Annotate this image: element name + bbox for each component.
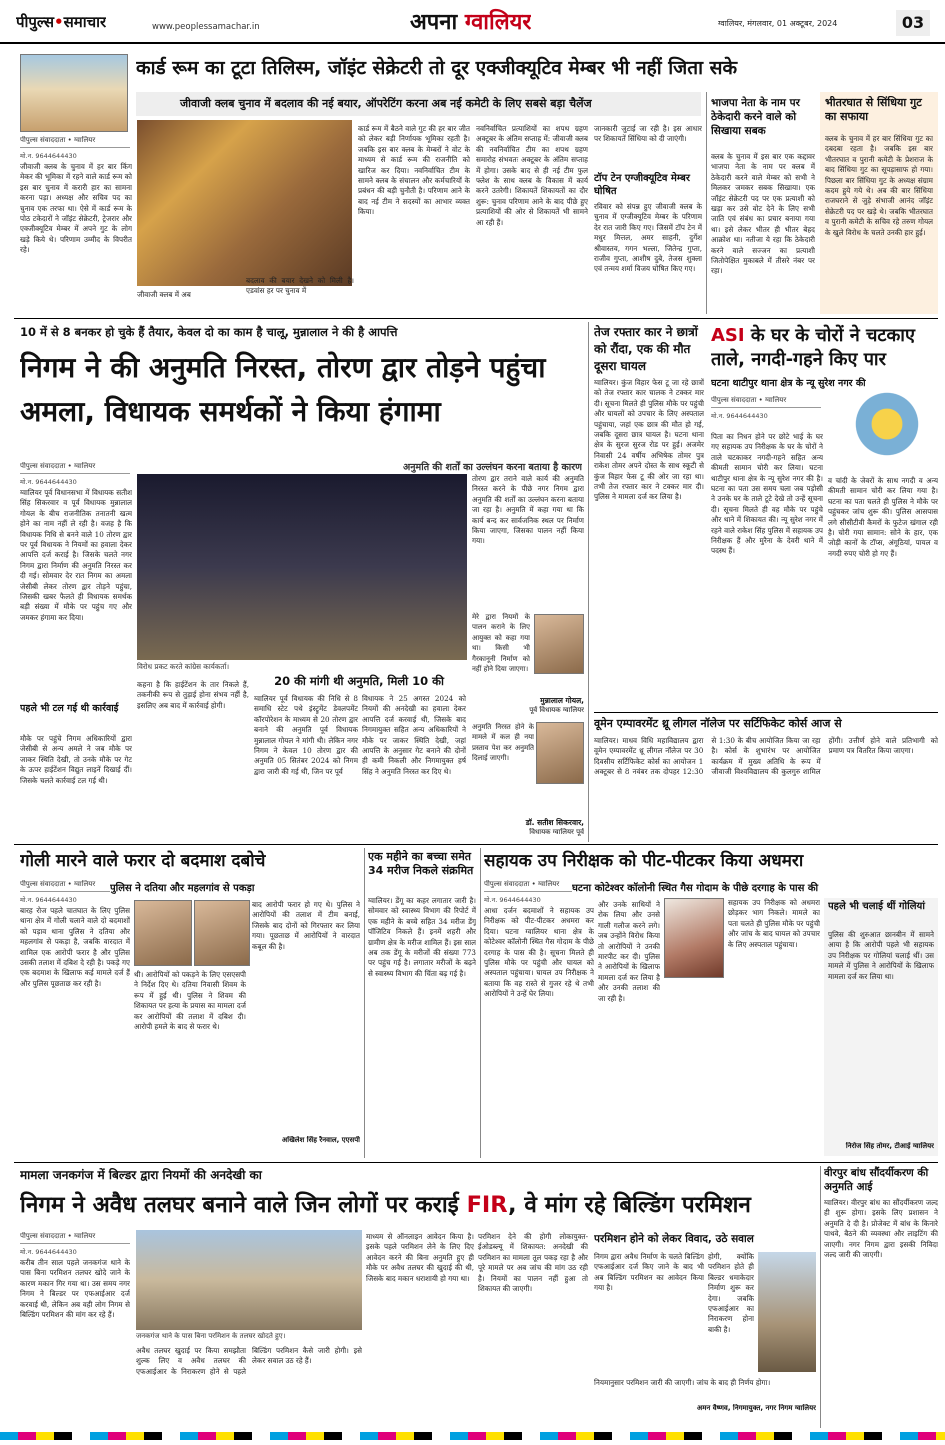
gate-mid-col2: विधायक ने 25 अगस्त 2024 को नियमों की अनदेखी का हवाला देकर आपत्ति दर्ज करवाई थी, जिसके बाद निगमायुक्त सहित अन्य अधिकारियों ने मौके पर जाकर स्थिति देखी, जहां आपत्ति के अनुसार गेट बनाने की दोनों ही कमी निकली और निगमायुक्त हर्ष सिंह ने अनुमति निरस्त कर दिए थे।: [362, 694, 466, 776]
si-sub: घटना कोटेश्वर कॉलोनी स्थित गैस गोदाम के पीछे दरगाह के पास की: [572, 883, 819, 894]
gate-byline: पीपुल्स संवाददाता • ग्वालियर: [20, 462, 130, 474]
asi-head-b: के घर के चोरों ने चटकाए ताले, नगदी-गहने किए पार: [711, 325, 915, 370]
brand-left: पीपुल्स: [16, 13, 55, 31]
gate-mo: मो.न. 9644644430: [20, 478, 77, 486]
fir-head-fir: FIR: [466, 1192, 509, 1218]
gate-photo-caption: विरोध प्रकट करते कांग्रेस कार्यकर्ता।: [137, 662, 230, 671]
fir-byline-block: [20, 1232, 130, 1259]
asi-col1: पिता का निधन होने पर छोटे भाई के घर गए सहायक उप निरीक्षक के घर के चोरों ने ताले चटकाकर नगदी-गहने सहित अन्य कीमती सामान चोरी कर लिया। घटना थाटीपुर थाना क्षेत्र के न्यू सुरेश नगर की है। घटना का पता उस समय चला जब पड़ोसी ने उनके घर के ताले टूटे देखे तो उन्हें सूचना दी। सूचना मिलते ही वह मौके पर पहुंचे और थाने में शिकायत की। न्यू सुरेश नगर में रहने वाले राकेश सिंह पुलिस में सहायक उप निरीक्षक हैं और मुरैना के देवरी थाने में पदस्थ हैं।: [711, 432, 823, 556]
veer-head: वीरपुर बांध सौंदर्यीकरण की अनुमति आई: [824, 1167, 929, 1193]
gate-sub1-text: मौके पर पहुंचे निगम अधिकारियों द्वारा जेसीबी से अन्य अमले ने जब मौके पर जाकर स्थिति देखी, तो उनके मौके पर गेट के ऊपर हाईटेंशन विद्युत लाइनें दिखाई दीं। जिसके चलते कार्रवाई टल गई थी।: [20, 734, 132, 785]
asi-mo: मो.न. 9644644430: [711, 412, 768, 420]
fir-mo: मो.न. 9644644430: [20, 1248, 77, 1256]
club-winners-photo: [137, 120, 352, 286]
injured-officer-photo: [664, 898, 724, 978]
accused-photo-1: [134, 900, 192, 966]
si-byline: पीपुल्स संवाददाता • ग्वालियर: [484, 880, 572, 892]
club-byline-block: [20, 136, 130, 163]
goli-col2: थी। आरोपियों को पकड़ने के लिए एसएसपी ने निर्देश दिए थे। दतिया निवासी शिवम के रूप में हुई थी। पुलिस ने शिवम की शिकायत पर हत्या के प्रयास का मामला दर्ज कर आरोपियों की तलाश में दबिश दी। आरोपी हमले के बाद से फरार थे।: [134, 970, 246, 1032]
fir-head-b: , वे मांग रहे बिल्डिंग परमिशन: [508, 1192, 751, 1218]
gate-quote1: मेरे द्वारा नियमों के पालन कराने के लिए आयुक्त को कहा गया था। किसी भी गैरकानूनी निर्माण को नहीं होने दिया जाएगा।: [472, 613, 530, 674]
gate-kicker: 10 में से 8 बनकर हो चुके हैं तैयार, केवल दो का काम है चालू, मुन्नालाल ने की है आपत्ति: [20, 325, 398, 339]
asi-byline-block: [711, 396, 821, 423]
fir-perm-name: अमन वैष्णव, निगमायुक्त, नगर निगम ग्वालियर: [696, 1404, 816, 1412]
club-col4: जानकारी जुटाई जा रही है। इस आधार पर शिकायतें सिंधिया को दी जाएंगी।: [594, 124, 702, 144]
section-title-b: ग्वालियर: [464, 10, 532, 35]
club-photo-caption-a: जीवाजी क्लब में अब: [137, 290, 191, 299]
si-col1: आधा दर्जन बदमाशों ने सहायक उप निरीक्षक को पीट-पीटकर अधमरा कर दिया। घटना ग्वालियर थाना क्षेत्र के कोटेश्वर कॉलोनी स्थित गैस गोदाम के पीछे दरगाह के पास की है। सूचना मिलते ही पुलिस मौके पर पहुंची और घायल को अस्पताल पहुंचाया। घायल उप निरीक्षक ने बताया कि वह रास्ते से गुजर रहे थे तभी आरोपियों ने उन्हें घेर लिया।: [484, 906, 594, 999]
si-mo: मो.न. 9644644430: [484, 896, 541, 904]
gate-quote1-role: पूर्व विधायक ग्वालियर: [529, 706, 584, 714]
goyal-portrait: [534, 614, 584, 674]
women-head: वूमेन एम्पावरमेंट थ्रू लीगल नॉलेज पर सर्टिफिकेट कोर्स आज से: [594, 717, 842, 730]
club-exec-text: रविवार को संपन्न हुए जीवाजी क्लब के चुनाव में एग्जीक्यूटिव मेम्बर के परिणाम देर रात जारी किए गए। जिसमें टॉप टेन में मधुर मित्तल, अमर साहनी, दुर्गेश श्रीवास्तव, गगन भल्ला, जितेन्द्र गुप्ता, राजीव गुप्ता, आशीष दुबे, तेजस शुक्ला एवं तन्मय शर्मा विजय घोषित किए गए।: [594, 202, 702, 274]
veer-text: ग्वालियर। वीरपुर बांध का सौंदर्यीकरण जल्द ही शुरू होगा। इसके लिए प्रशासन ने अनुमति दे दी है। प्रोजेक्ट में बांध के किनारे पाथवे, बैठने की व्यवस्था और लाइटिंग की जाएगी। नगर निगम द्वारा इसकी निविदा जल्द जारी की जाएगी।: [824, 1198, 938, 1260]
child-head: एक महीने का बच्चा समेत 34 मरीज निकले संक्रमित: [368, 850, 474, 877]
fir-headline: [20, 1184, 815, 1226]
gate-tag: अनुमति की शर्तों का उल्लंघन करना बताया है कारण: [403, 462, 582, 473]
section-title-a: अपना: [410, 10, 458, 35]
fir-col4: परमिशन देने की होगी लोकायुक्त-ईओडब्ल्यू में शिकायत: अनदेखी की परमिशन का मामला तूल पकड़ रहा है और पूरे मामले पर अब जांच की मांग उठ रही है। नियमों का पालन नहीं हुआ तो शिकायत की जाएगी।: [478, 1232, 588, 1294]
bjp-text: क्लब के चुनाव में इस बार एक कद्दावर भाजपा नेता के नाम पर क्लब में ठेकेदारी करने वाले मेम्बर को सभी ने मिलकर जमकर सबक सिखाया। एक जॉइंट सेक्रेटरी पद पर एक प्रत्याशी को खड़ा कर उसे वोट देने के लिए सभी जाति एवं संबंध का प्रचार बनाया गया था। इसे लेकर भीतर ही भीतर बेहद आक्रोश था। नतीजा ये रहा कि ठेकेदारी करने वाले सज्जन का प्रत्याशी जितोपेक्षित मुकाबले में तीसरे नंबर पर रहा।: [711, 152, 815, 276]
accident-text: ग्वालियर। कुंज विहार फेस टू जा रहे छात्रों को तेज रफ्तार कार चालक ने टक्कर मार दी। सूचना मिलते ही पुलिस मौके पर पहुंची और घायलों को उपचार के लिए अस्पताल पहुंचाया, जहां एक छात्र की मौत हो गई, जबकि दूसरा छात्र घायल है। घटना थाना क्षेत्र के सुरज सुरज रोड पर हुई। अजमेर निवासी 24 वर्षीय अभिषेक तोमर पुत्र राकेश तोमर अपने दोस्त के साथ स्कूटी से कुंज विहार फेस टू की ओर जा रहा था। तभी तेज रफ्तार कार ने टक्कर मार दी। पुलिस ने मामला दर्ज कर लिया है।: [594, 378, 704, 502]
si-goli-head: पहले भी चलाई थीं गोलियां: [828, 901, 925, 912]
fir-head-a: निगम ने अवैध तलघर बनाने वाले जिन लोगों पर कराई: [20, 1192, 459, 1218]
club-subhead: जीवाजी क्लब चुनाव में बदलाव की नई बयार, ऑपरेटिंग करना अब नई कमेटी के लिए सबसे बड़ा चैलेंज: [136, 92, 701, 116]
asi-headline: [711, 324, 939, 372]
si-byline-block: [484, 880, 572, 907]
si-col3: सहायक उप निरीक्षक को अधमरा छोड़कर भाग निकले। मामले का पता चलते ही पुलिस मौके पर पहुंची और जांच के बाद घायल को उपचार के लिए अस्पताल पहुंचाया।: [728, 898, 820, 949]
club-building-thumb: [20, 54, 128, 132]
fir-kicker: मामला जनकगंज में बिल्डर द्वारा नियमों की अनदेखी का: [20, 1168, 262, 1182]
fir-col3: माध्यम से ऑनलाइन आवेदन किया है। इसके पहले परमिशन लेने के लिए दिए आवेदन करने की बिना अनुमति हुए ही मौके पर अवैध तलघर की खुदाई की थी, जिसके बाद मकान धराशायी हो गया था।: [366, 1232, 474, 1283]
fir-perm-head: परमिशन होने को लेकर विवाद, उठे सवाल: [594, 1233, 754, 1245]
scindia-text: क्लब के चुनाव में हर बार सिंधिया गुट का दबदबा रहता है। जबकि इस बार भीतरघात व पुरानी कमेटी के प्रेशराज के बाद सिंधिया गुट का सूपड़ासाफ हो गया। पिछला बार सिंधिया गुट के अध्यक्ष संग्राम कदम हुये गये थे। अब की बार सिंधिया राजघराने से जुड़े संभाजी आनंद जॉइंट सेक्रेटरी पद पर खड़े थे। जबकि भीतरघात व पुरानी कमेटी के सचिव रहे तरुण गोयल के खुले विरोध के चलते उनकी हार हुई।: [825, 134, 933, 237]
gate-quote2-role: विधायक ग्वालियर पूर्व: [529, 828, 584, 836]
gate-protest-photo: [137, 474, 467, 660]
club-col3: नवनिर्वाचित प्रत्याशियों का शपथ ग्रहण अक्टूबर के अंतिम सप्ताह में: जीवाजी क्लब की नवनिर्वाचित टीम का शपथ ग्रहण समारोह संभवतः अक्टूबर के अंतिम सप्ताह में होगा। उसके बाद से ही नई टीम फुल फ्लेश के साथ क्लब के विकास में कार्य करने उतरेगी। शिकायतें शिकायतों का दौर शुरू: चुनाव परिणाम आने के बाद पीछे हुए प्रत्याशियों की ओर से शिकायतें भी सामने आ रही हैं।: [476, 124, 588, 227]
fir-perm-col1: निगम द्वारा अवैध निर्माण के चलते बिल्डिंग एफआईआर दर्ज किए जाने के बाद भी अब बिल्डिंग परमिशन का आवेदन किया गया है।: [594, 1252, 704, 1293]
si-credit: निरोज सिंह तोमर, टीआई ग्वालियर: [845, 1142, 934, 1150]
goli-byline-block: [20, 880, 110, 907]
club-col1: जीवाजी क्लब के चुनाव में हर बार किंग मेकर की भूमिका में रहने वाले कार्ड रूम को इस बार चुनाव में करारी हार का सामना करना पड़ा। अध्यक्ष और सचिव पद का चुनाव एक तरफा था। ऐसे में कार्ड रूम के पोठ टकेदारों ने जॉइंट सेक्रेटरी, ट्रेजरार और एक्जीक्यूटिव मेम्बर में अपने गुट के लोग खड़े किये थे। परिणाम उम्मीद के विपरीत रहे।: [20, 162, 132, 255]
goli-col1: बारह रोज पहले चातघात के लिए पुलिस थाना क्षेत्र में गोली चलाने वाले दो बदमाशों को पड़ाव थाना पुलिस ने दतिया और महलगांव से पकड़ा है, जबकि वारदात में शामिल एक आरोपी फरार है और पुलिस उसकी तलाश में दबिश दे रही है। पकड़े गए एक बदमाश के खिलाफ कई मामले दर्ज हैं और पुलिस पूछताछ कर रही है।: [20, 906, 130, 988]
gate-headline: निगम ने की अनुमति निरस्त, तोरण द्वार तोड़ने पहुंचा अमला, विधायक समर्थकों ने किया हंगामा: [20, 351, 546, 428]
si-col2: और उनके साथियों ने रोक लिया और उनसे गाली गलौज करने लगे। जब उन्होंने विरोध किया तो आरोपियों ने उनकी मारपीट कर दी। पुलिस ने आरोपियों के खिलाफ मामला दर्ज कर लिया है और उनकी तलाश की जा रही है।: [598, 900, 660, 1003]
page-number: 03: [896, 10, 930, 36]
fir-photo-caption: जनकगंज थाने के पास बिना परमिशन के तलघर खोदते हुए।: [136, 1332, 286, 1340]
scindia-head: भीतरघात से सिंधिया गुट का सफाया: [825, 96, 922, 123]
club-exec-head: टॉप टेन एग्जीक्यूटिव मेम्बर घोषित: [594, 173, 690, 197]
club-col2: कार्ड रूम में बैठने वाले गुट की हर बार जीत को लेकर बड़ी निर्णायक भूमिका रहती है। जबकि इस बार क्लब के मेम्बरों ने वोट के माध्यम से कार्ड रूम की राजनीति को खारिज कर दिया। नवनिर्वाचित टीम के सामने क्लब के संचालन और कर्मचारियों के प्रबंधन की बड़ी चुनौती है। परिणाम आने के बाद नई टीम ने सदस्यों का आभार व्यक्त किया।: [358, 124, 470, 217]
fir-byline: पीपुल्स संवाददाता • ग्वालियर: [20, 1232, 130, 1244]
sikarwar-portrait: [536, 722, 584, 784]
club-photo-caption-b: बदलाव की बयार देखने को मिली है। एडवांस हर पर चुनाव में: [246, 276, 354, 296]
gate-quote2: अनुमति निरस्त होने के मामले में कल ही नया प्रस्ताव पेश कर अनुमति दिलाई जाएगी।: [472, 723, 534, 763]
si-head: सहायक उप निरीक्षक को पीट-पीटकर किया अधमरा: [484, 851, 804, 871]
child-text: ग्वालियर। डेंगू का कहर लगातार जारी है। सोमवार को स्वास्थ्य विभाग की रिपोर्ट में एक महीने के बच्चे सहित 34 मरीज डेंगू पॉजिटिव निकले हैं। इनमें शहरी और ग्रामीण क्षेत्र के मरीज शामिल हैं। इस साल अब तक डेंगू के मरीजों की संख्या 773 पर पहुंच गई है। लगातार मरीजों के बढ़ने से स्वास्थ्य विभाग की चिंता बढ़ गई है।: [368, 896, 476, 978]
club-headline: कार्ड रूम का टूटा तिलिस्म, जॉइंट सेक्रेटरी तो दूर एक्जीक्यूटिव मेम्बर भी नहीं जिता सके: [136, 57, 738, 79]
fir-site-photo: [136, 1230, 362, 1330]
asi-head-a: ASI: [711, 325, 745, 346]
gate-col1: ग्वालियर पूर्व विधानसभा में विधायक सतीश सिंह सिकरवार व पूर्व विधायक मुन्नालाल गोयल के बीच राजनीतिक तनातनी खत्म होने का नाम नहीं ले रही है। वजह है कि विधायक निधि से बनने वाले 10 तोरण द्वार पर पूर्व विधायक ने नियमों का हवाला देकर आपत्ति दर्ज कराई है। जिसके चलते नगर निगम द्वारा निर्माण की अनुमति निरस्त कर दी गई। सोमवार देर रात निगम का अमला जेसीबी लेकर तोरण द्वार तोड़ने पहुंचा, जिसकी खबर फैलते ही विधायक समर्थक बड़ी संख्या में मौके पर पहुंच गए और जमकर हंगामा कर दिया।: [20, 488, 132, 622]
fir-perm-col2: होगी, क्योंकि परमिशन होते ही बिल्डर धमाकेदार निर्माण शुरू कर देगा। जबकि एफआईआर का निराकरण होना बाकी है।: [708, 1252, 754, 1334]
women-text: ग्वालियर। माधव विधि महाविद्यालय द्वारा वूमेन एम्पावरमेंट थ्रू लीगल नॉलेज पर 30 दिवसीय सर्टिफिकेट कोर्स का आयोजन 1 अक्टूबर से 8 नवंबर तक दोपहर 12:30 से 1:30 के बीच आयोजित किया जा रहा है। कोर्स के शुभारंभ पर आयोजित कार्यक्रम में मुख्य अतिथि के रूप में जीवाजी विश्वविद्यालय की कुलगुरु शामिल होंगी। उत्तीर्ण होने वाले प्रतिभागी को प्रमाण पत्र वितरित किया जाएगा।: [594, 736, 938, 777]
brand-logo: पीपुल्स•समाचार: [16, 13, 107, 31]
gate-sub1: पहले भी टल गई थी कार्रवाई: [20, 703, 119, 714]
si-goli-text: पुलिस की शुरुआत छानबीन में सामने आया है कि आरोपी पहले भी सहायक उप निरीक्षक पर गोलियां चलाई थीं। उस मामले में पुलिस ने आरोपियों के खिलाफ मामला दर्ज कर लिया था।: [828, 930, 934, 981]
gate-mid-head: 20 की मांगी थी अनुमति, मिली 10 की: [274, 674, 444, 688]
fir-col2: अवैध तलघर खुदाई पर किया समझौता शुल्क लिए व अवैध तलघर की एफआईआर के निराकरण होने से पहले बिल्डिंग परमिशन कैसे जारी होगी। इसे लेकर सवाल उठ रहे हैं।: [136, 1346, 362, 1376]
gate-col2: कहना है कि हाईटेंशन के तार निकले हैं, तकनीकी रूप से तुड़ाई होना संभव नहीं है, इसलिए अब बाद में कार्रवाई होगी।: [137, 680, 249, 710]
accident-head: तेज रफ्तार कार ने छात्रों को रौंदा, एक की मौत दूसरा घायल: [594, 325, 698, 373]
thief-illustration: [838, 392, 936, 472]
site-url: www.peoplessamachar.in: [152, 22, 260, 32]
goli-credit: अखिलेश सिंह रैनवाल, एएसपी: [281, 1136, 360, 1144]
goli-byline: पीपुल्स संवाददाता • ग्वालियर: [20, 880, 110, 892]
goli-sub: पुलिस ने दतिया और महलगांव से पकड़ा: [110, 883, 255, 894]
goli-head: गोली मारने वाले फरार दो बदमाश दबोचे: [20, 851, 266, 871]
accused-photo-2: [194, 900, 250, 966]
fir-perm-photo: [758, 1252, 816, 1372]
goli-mo: मो.न. 9644644430: [20, 896, 77, 904]
gate-quote2-name: डॉ. सतीश सिकरवार,: [525, 818, 584, 827]
brand-right: समाचार: [63, 13, 107, 31]
asi-byline: पीपुल्स संवाददाता • ग्वालियर: [711, 396, 821, 408]
dateline: ग्वालियर, मंगलवार, 01 अक्टूबर, 2024: [718, 19, 838, 28]
masthead: [0, 0, 945, 44]
fir-perm-quote: नियमानुसार परमिशन जारी की जाएगी। जांच के बाद ही निर्णय होगा।: [594, 1378, 771, 1387]
gate-quote1-name: मुन्नालाल गोयल,: [540, 696, 584, 705]
gate-col4: तोरण द्वार तराने वाले कार्य की अनुमति निरस्त करने के पीछे नगर निगम द्वारा अनुमति की शर्तों का उल्लंघन करना बताया जा रहा है। अनुमति में कहा गया था कि कार्य बन्द कर सार्वजनिक स्थल पर निर्माण किया जाएगा, जिसका पालन नहीं किया गया।: [472, 474, 584, 546]
goli-col3: बाद आरोपी फरार हो गए थे। पुलिस ने आरोपियों की तलाश में टीम बनाई, जिसके बाद दोनों को गिरफ्तार कर लिया गया। पूछताछ में आरोपियों ने वारदात कबूल की है।: [252, 900, 360, 951]
gate-mid-col1: ग्वालियर पूर्व विधायक की निधि से 8 समाधि स्टेट पथे इंस्ट्रुमेंट डेवलपमेंट कॉरपोरेशन के माध्यम से 20 तोरण द्वार बनाने की अनुमति पूर्व विधायक मुन्नालाल गोयल ने मांगी थी। लेकिन नगर निगम ने केवल 10 तोरण द्वार की अनुमति 05 सितंबर 2024 को निगम द्वारा जारी की गई थी, जिन पर पूर्व: [254, 694, 358, 776]
asi-sub: घटना थाटीपुर थाना क्षेत्र के न्यू सुरेश नगर की: [711, 378, 866, 389]
club-byline: पीपुल्स संवाददाता • ग्वालियर: [20, 136, 130, 148]
gate-byline-block: [20, 462, 130, 489]
club-mo: मो.न. 9644644430: [20, 152, 77, 160]
section-title: [410, 6, 531, 36]
fir-col1: करीब तीन साल पहले जनकगंज थाने के पास बिना परमिशन तलघर खोदे जाने के कारण मकान गिर गया था। उस समय नगर निगम ने बिल्डर पर एफआईआर दर्ज करवाई थी, लेकिन अब वही लोग निगम से बिल्डिंग परमिशन की मांग कर रहे हैं।: [20, 1258, 130, 1320]
print-color-strip: [0, 1432, 945, 1440]
bjp-head: भाजपा नेता के नाम पर ठेकेदारी करने वाले को सिखाया सबक: [711, 97, 800, 137]
asi-col2: व चांदी के जेवरों के साथ नगदी व अन्य कीमती सामान चोरी कर लिया गया है। घटना का पता चलते ही पुलिस ने मौके पर पहुंचकर जांच शुरू की। पुलिस आसपास लगे सीसीटीवी कैमरों के फुटेज खंगाल रही है। चोरी गया सामान: सोने के हार, एक जोड़ी कानों के टॉप्स, अंगूठियां, पायल व नगदी रुपए चोरी हो गए हैं।: [828, 476, 938, 558]
